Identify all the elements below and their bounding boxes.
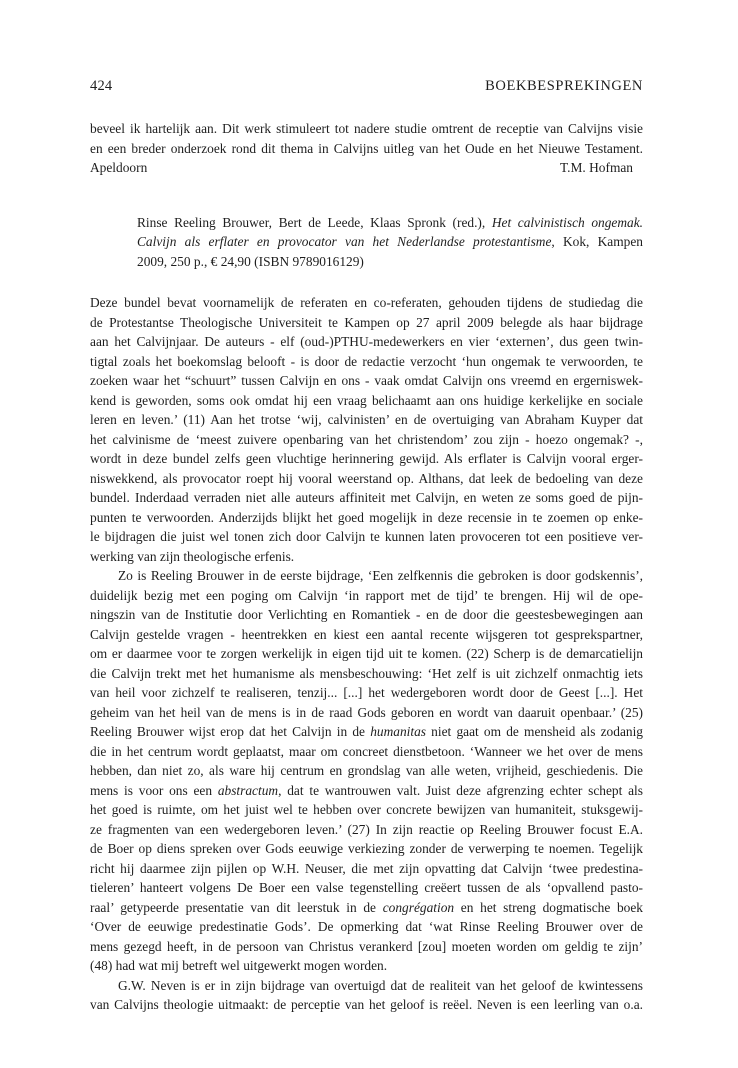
- running-header: [90, 78, 643, 95]
- citation-subtitle: Calvijn als erflater en provocator van het Nederlandse protestantisme: [137, 234, 552, 249]
- section-title: BOEKBESPREKINGEN: [485, 78, 643, 94]
- text-line: hebben, dan niet zo, als ware hij centrum en grondslag van alle weten, vrijheid, geschiedenis. Die: [90, 763, 643, 778]
- text-line: niswekkend, als provocator roept hij vooral weerstand op. Althans, dat leek de bedoeling van deze: [90, 470, 643, 486]
- text-line: van heil voor zichzelf te realiseren, tenzij... [...] het wedergeboren wordt door de Geest [...]. Het: [90, 685, 643, 700]
- text-line: [90, 781, 643, 801]
- text-line: die Calvijn trekt met het humanisme als mensbeschouwing: ‘Het zelf is uit zichzelf onmachtig iets: [90, 665, 643, 681]
- text-line: ze fragmenten van een wedergeboren leven.’ (27) In zijn reactie op Reeling Brouwer focust E.A.: [90, 821, 643, 837]
- text-line: zoeken waar het “schuurt” tussen Calvijn en ons - vaak omdat Calvijn ons vreemd en ergerniswek-: [90, 373, 643, 388]
- text-line: bundel. Inderdaad verraden niet alle auteurs affiniteit met Calvijn, en weten ze soms goed de pijn-: [90, 490, 643, 505]
- text-line: het goed is ruimte, om het juist wel te hebben over concrete bewijzen van humaniteit, stuksgewij-: [90, 802, 643, 817]
- paragraph-3: [90, 976, 643, 1015]
- text-line: geheim van het heil van de mens is in de raad Gods geboren en wordt van daaruit openbaar.’ (25): [90, 704, 643, 720]
- reviewer-place: Apeldoorn: [90, 160, 148, 175]
- reviewer-name: T.M. Hofman: [559, 160, 633, 175]
- text-line: Deze bundel bevat voornamelijk de referaten en co-referaten, gehouden tijdens de studiedag die: [90, 295, 643, 310]
- text-line: van Calvijns theologie uitmaakt: de perceptie van het geloof is reëel. Neven is een leerling van o.a.: [90, 997, 643, 1012]
- text-segment: , dat te wantrouwen valt. Juist deze afgrenzing echter schept als: [278, 782, 643, 798]
- citation-details: 2009, 250 p., € 24,90 (ISBN 9789016129): [137, 253, 364, 269]
- text-line: Calvijn gestelde vragen - heentrekken en kiest een aantal recente wijsgeren tot gesprekspartner,: [90, 626, 643, 642]
- citation-title: Het calvinistisch ongemak.: [491, 214, 643, 230]
- citation-line: [137, 232, 643, 252]
- book-citation: [137, 213, 643, 272]
- text-line: [90, 898, 643, 918]
- paragraph-1: [90, 293, 643, 566]
- text-line: die in het centrum wordt geplaatst, maar om concreet dienstbetoon. ‘Wanneer we het over de mens: [90, 743, 643, 759]
- text-line: G.W. Neven is er in zijn bijdrage van overtuigd dat de realiteit van het geloof de kwintessens: [118, 977, 643, 993]
- text-line: richt hij daarmee zijn pijlen op W.H. Neuser, die met zijn opvatting dat Calvijn ‘twee predestina-: [90, 860, 643, 876]
- text-line: de Protestantse Theologische Universiteit te Kampen op 27 april 2009 belegde als haar bijdrage: [90, 314, 643, 330]
- text-line: le bijdragen die juist wel tonen zich door Calvijn te kunnen laten provoceren tot een positieve ver-: [90, 529, 643, 544]
- text-line: tieleren’ hanteert volgens De Boer een valse tegenstelling creëert tussen de als ‘opvallend pasto-: [90, 880, 643, 895]
- text-segment: Reeling Brouwer wijst erop dat het Calvijn in de: [90, 724, 371, 739]
- page-body: [90, 119, 643, 1015]
- text-line: tigtal zoals het boekomslag belooft - is door de redactie verzocht ‘hun ongemak te verwoorden, te: [90, 353, 643, 369]
- review-signature: [90, 158, 643, 178]
- citation-publisher: , Kok, Kampen: [551, 234, 643, 249]
- text-line: wordt in deze bundel zelfs geen vluchtige herinnering gewijd. Als erflater is Calvijn vooral erger-: [90, 451, 643, 466]
- text-line: Zo is Reeling Brouwer in de eerste bijdrage, ‘Een zelfkennis die gebroken is door godskennis’,: [118, 568, 643, 583]
- paragraph-2: [90, 566, 643, 976]
- page-number: 424: [90, 78, 113, 94]
- text-line: om er daarmee voor te zorgen werkelijk in eigen tijd uit te komen. (22) Scherp is de demarcatielijn: [90, 646, 643, 661]
- text-segment: en het streng dogmatische boek: [454, 899, 643, 915]
- text-segment: niet gaat om de mensheid als zodanig: [426, 724, 643, 739]
- italic-term: humanitas: [370, 724, 426, 739]
- text-line: de Boer op diens spreken over Gods eeuwige verkiezing zonder de verwerping te noemen. Tegelijk: [90, 841, 643, 856]
- text-line: en een breder onderzoek rond dit thema in Calvijns uitleg van het Oude en het Nieuwe Testament.: [90, 140, 643, 156]
- text-line: aan het Calvijnjaar. De auteurs - elf (oud-)PTHU-medewerkers en vier ‘externen’, dus geen twin-: [90, 334, 643, 349]
- text-segment: mens is voor ons een: [90, 782, 218, 798]
- text-line: kend is geworden, soms ook omdat hij een vraag belichaamt aan ons huidige kerkelijke en sociale: [90, 392, 643, 408]
- text-segment: raal’ getypeerde presentatie van dit leerstuk in de: [90, 899, 383, 915]
- review-text: [90, 293, 643, 1015]
- text-line: het calvinisme de ‘meest zuivere openbaring van het christendom’ zou zijn - hoezo ongemak? -,: [90, 431, 643, 447]
- text-line: [90, 722, 643, 742]
- text-line: duidelijk bezig met een poging om Calvijn ‘in rapport met de tijd’ te brengen. Hij wil de ope-: [90, 587, 643, 603]
- previous-review-ending: [90, 119, 643, 178]
- text-line: ningszin van de Institutie door Verlichting en Romantiek - en de door die geestesbewegingen aan: [90, 607, 643, 622]
- text-line: beveel ik hartelijk aan. Dit werk stimuleert tot nadere studie omtrent de receptie van Calvijns visie: [90, 121, 643, 136]
- text-line: leren en leven.’ (11) Aan het trotse ‘wij, calvinisten’ en de overtuiging van Abraham Kuyper dat: [90, 412, 643, 427]
- text-line: (48) had wat mij betreft wel uitgewerkt mogen worden.: [90, 958, 388, 973]
- text-line: punten te verwoorden. Anderzijds blijkt het goed mogelijk in deze recensie in te zoemen op enke-: [90, 509, 643, 525]
- text-line: werking van zijn theologische erfenis.: [90, 548, 295, 564]
- text-line: mens gezegd heeft, in de persoon van Christus verankerd [zou] moeten worden om geldig te zijn’: [90, 938, 643, 954]
- italic-term: congrégation: [382, 899, 455, 915]
- citation-line: [137, 213, 643, 233]
- text-line: ‘Over de eeuwige predestinatie Gods’. De opmerking dat ‘wat Rinse Reeling Brouwer over de: [90, 919, 643, 934]
- italic-term: abstractum: [217, 782, 279, 798]
- citation-authors: Rinse Reeling Brouwer, Bert de Leede, Klaas Spronk (red.),: [137, 214, 492, 230]
